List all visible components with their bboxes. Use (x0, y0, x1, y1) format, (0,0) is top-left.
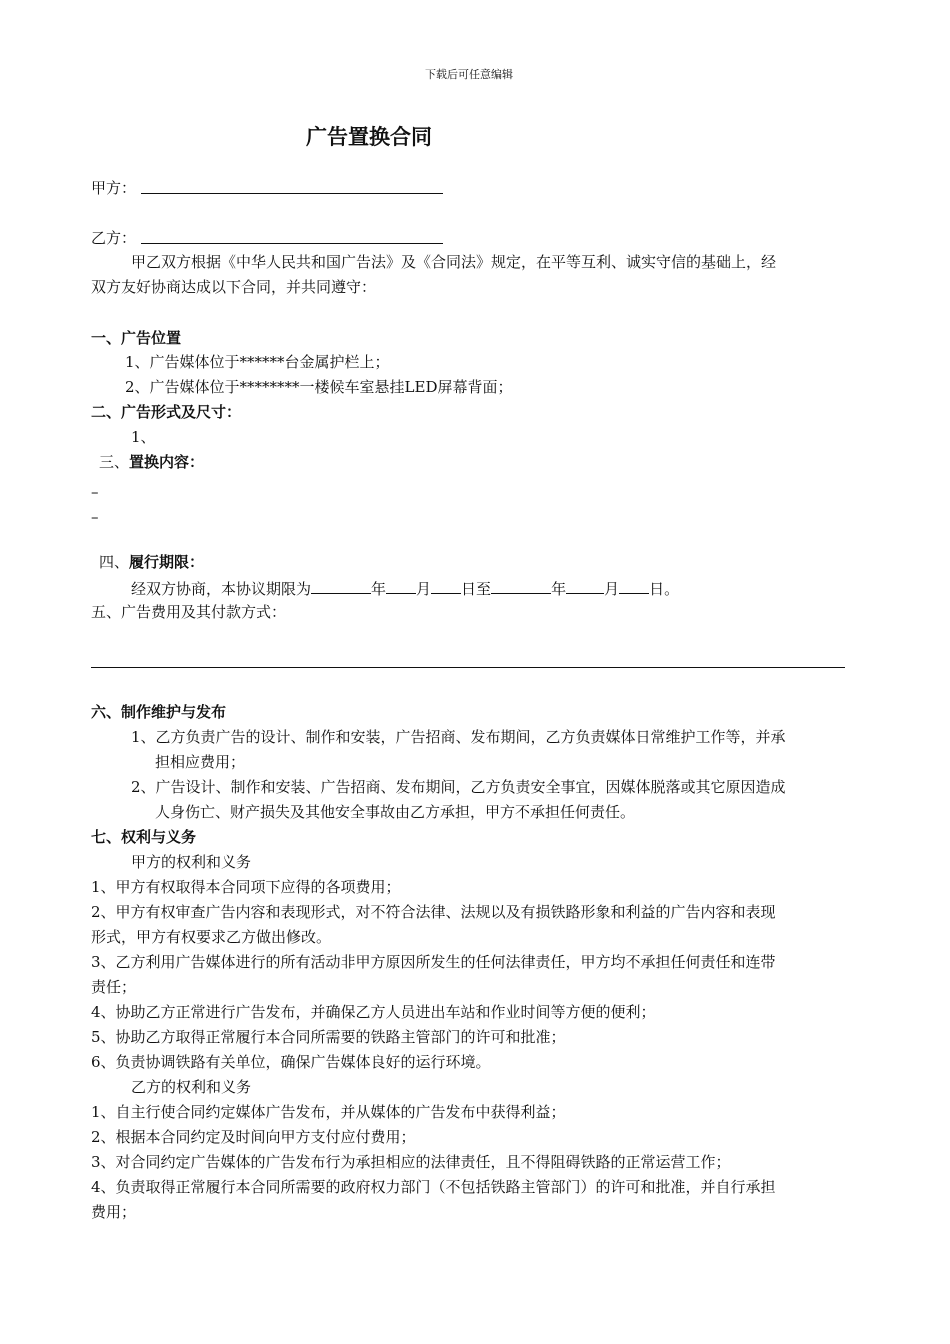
section-6-item-1-line-1: 1、乙方负责广告的设计、制作和安装，广告招商、发布期间，乙方负责媒体日常维护工作等，并承 (131, 728, 786, 746)
header-note: 下载后可任意编辑 (425, 68, 513, 81)
section-3-dash-1: – (91, 483, 99, 501)
section-4-heading (99, 552, 204, 572)
term-blank-month-1 (386, 577, 416, 594)
section-2-item-1: 1、 (131, 428, 156, 446)
section-5-blank-line (91, 667, 845, 668)
term-text-year-2: 年 (551, 580, 567, 598)
section-6-item-1-line-2: 担相应费用； (155, 753, 246, 771)
party-a-rights-line: 5、协助乙方取得正常履行本合同所需要的铁路主管部门的许可和批准； (91, 1028, 566, 1046)
term-text-day-2: 日。 (649, 580, 680, 598)
section-6-heading: 六、制作维护与发布 (91, 703, 227, 721)
section-6-item-2-line-1: 2、广告设计、制作和安装、广告招商、发布期间，乙方负责安全事宜，因媒体脱落或其它原因造成 (131, 778, 786, 796)
term-blank-month-2 (566, 577, 604, 594)
party-a-blank (141, 193, 443, 194)
party-b-blank (141, 243, 443, 244)
page-title: 广告置换合同 (306, 125, 432, 149)
term-text-month-1: 月 (416, 580, 432, 598)
party-b-rights-line: 2、根据本合同约定及时间向甲方支付应付费用； (91, 1128, 416, 1146)
section-6-item-2-line-2: 人身伤亡、财产损失及其他安全事故由乙方承担，甲方不承担任何责任。 (155, 803, 636, 821)
party-b-rights-line: 3、对合同约定广告媒体的广告发布行为承担相应的法律责任，且不得阻碍铁路的正常运营工作； (91, 1153, 731, 1171)
term-text-day-1: 日至 (461, 580, 492, 598)
party-b-rights-line: 费用； (91, 1203, 137, 1221)
party-b-rights-line: 1、自主行使合同约定媒体广告发布，并从媒体的广告发布中获得利益； (91, 1103, 566, 1121)
section-3-heading-prefix: 三、 (99, 453, 130, 471)
section-3-heading (99, 452, 204, 472)
party-b-label: 乙方： (91, 229, 137, 247)
section-1-item-2: 2、广告媒体位于********一楼候车室悬挂LED屏幕背面； (125, 378, 513, 396)
section-1-item-1: 1、广告媒体位于******台金属护栏上； (125, 353, 390, 371)
section-7-heading: 七、权利与义务 (91, 828, 197, 846)
party-a-rights-line: 2、甲方有权审查广告内容和表现形式，对不符合法律、法规以及有损铁路形象和利益的广告内容和表现 (91, 903, 776, 921)
section-4-heading-text: 履行期限： (129, 553, 205, 571)
intro-line-2: 双方友好协商达成以下合同，并共同遵守： (91, 278, 377, 296)
party-a-rights-line: 责任； (91, 978, 137, 996)
term-text-start: 经双方协商，本协议期限为 (131, 580, 312, 598)
party-a-rights-line: 形式，甲方有权要求乙方做出修改。 (91, 928, 332, 946)
term-sentence (131, 577, 679, 599)
term-blank-day-2 (619, 577, 649, 594)
section-4-heading-prefix: 四、 (99, 553, 130, 571)
party-a-rights-title: 甲方的权利和义务 (131, 853, 252, 871)
party-b-rights-line: 4、负责取得正常履行本合同所需要的政府权力部门（不包括铁路主管部门）的许可和批准，并自行承担 (91, 1178, 776, 1196)
term-text-month-2: 月 (604, 580, 620, 598)
term-text-year-1: 年 (371, 580, 387, 598)
term-blank-year-1 (311, 577, 371, 594)
party-a-label: 甲方： (91, 179, 137, 197)
section-3-dash-2: – (91, 508, 99, 526)
party-a-rights-line: 3、乙方利用广告媒体进行的所有活动非甲方原因所发生的任何法律责任，甲方均不承担任何责任和连带 (91, 953, 776, 971)
party-a-rights-line: 4、协助乙方正常进行广告发布，并确保乙方人员进出车站和作业时间等方便的便利； (91, 1003, 656, 1021)
party-a-rights-line: 1、甲方有权取得本合同项下应得的各项费用； (91, 878, 401, 896)
section-2-heading: 二、广告形式及尺寸： (91, 403, 242, 421)
party-b-rights-title: 乙方的权利和义务 (131, 1078, 252, 1096)
intro-line-1: 甲乙双方根据《中华人民共和国广告法》及《合同法》规定，在平等互利、诚实守信的基础上，经 (131, 253, 777, 271)
section-5-heading: 五、广告费用及其付款方式： (91, 603, 287, 621)
party-a-rights-line: 6、负责协调铁路有关单位，确保广告媒体良好的运行环境。 (91, 1053, 491, 1071)
term-blank-year-2 (491, 577, 551, 594)
section-3-heading-text: 置换内容： (129, 453, 205, 471)
term-blank-day-1 (431, 577, 461, 594)
section-1-heading: 一、广告位置 (91, 329, 182, 347)
